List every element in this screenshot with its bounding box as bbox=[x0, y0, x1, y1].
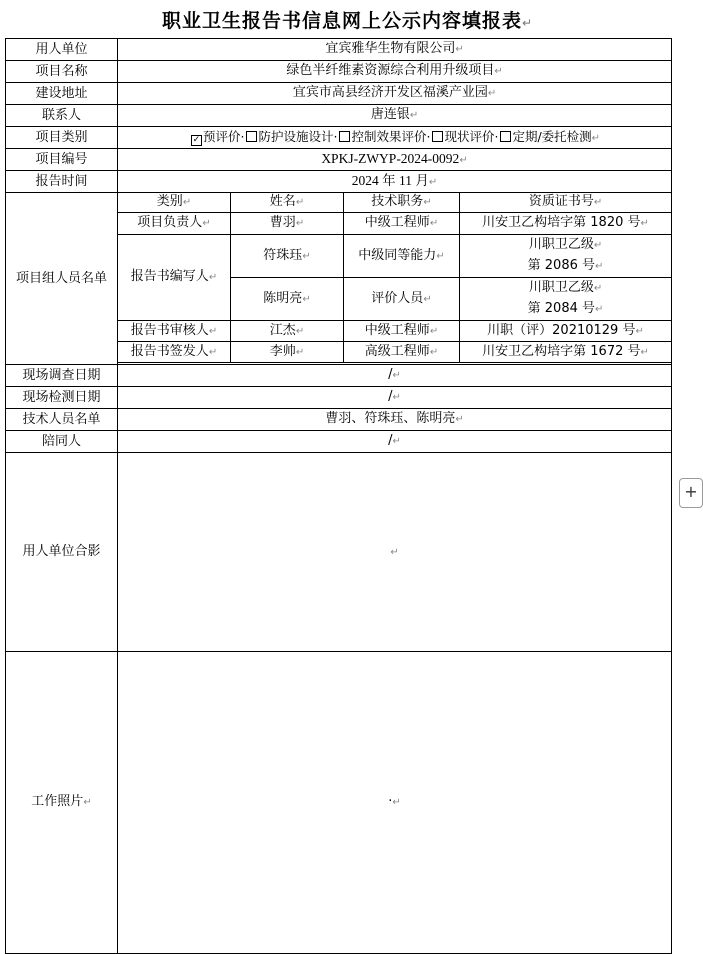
value-project-name[interactable]: 绿色半纤维素资源综合利用升级项目↵ bbox=[118, 61, 672, 83]
row-test-date bbox=[6, 387, 672, 409]
reviewer-title[interactable]: 中级工程师↵ bbox=[344, 321, 460, 342]
label-employer: 用人单位 bbox=[6, 39, 118, 61]
value-project-type: ✓ 预评价· 防护设施设计· 控制效果评价· 现状评价· 定期/委托检测↵ bbox=[118, 127, 672, 149]
checkbox-pre-evaluation[interactable]: ✓ 预评价 bbox=[192, 128, 241, 145]
row-survey-date bbox=[6, 365, 672, 387]
value-test-date[interactable]: /↵ bbox=[118, 387, 672, 409]
label-project-no: 项目编号 bbox=[6, 149, 118, 171]
checkbox-periodic-testing[interactable]: 定期/委托检测 bbox=[498, 129, 591, 144]
label-tech-staff: 技术人员名单 bbox=[6, 409, 118, 431]
reviewer-name[interactable]: 江杰↵ bbox=[231, 321, 344, 342]
label-contact: 联系人 bbox=[6, 105, 118, 127]
value-contact[interactable]: 唐连银↵ bbox=[118, 105, 672, 127]
row-report-time bbox=[6, 171, 672, 193]
work-photo-area[interactable]: ·↵ bbox=[118, 652, 672, 954]
checkbox-protection-design[interactable]: 防护设施设计 bbox=[244, 129, 333, 144]
group-photo-area[interactable]: ↵ bbox=[118, 453, 672, 652]
checked-box-icon: ✓ bbox=[192, 134, 201, 145]
label-test-date: 现场检测日期 bbox=[6, 387, 118, 409]
team-header-row bbox=[6, 193, 672, 213]
empty-box-icon bbox=[500, 131, 511, 142]
row-companion bbox=[6, 431, 672, 453]
row-project-type bbox=[6, 127, 672, 149]
disclosure-form-table bbox=[5, 38, 672, 954]
issuer-category: 报告书签发人↵ bbox=[118, 342, 231, 363]
paragraph-mark: ↵ bbox=[521, 16, 534, 30]
leader-cert[interactable]: 川安卫乙构培字第 1820 号↵ bbox=[460, 213, 672, 235]
writer-1-name[interactable]: 符珠珏↵ bbox=[231, 235, 344, 278]
leader-name[interactable]: 曹羽↵ bbox=[231, 213, 344, 235]
empty-box-icon bbox=[432, 131, 443, 142]
row-contact bbox=[6, 105, 672, 127]
label-group-photo: 用人单位合影 bbox=[6, 453, 118, 652]
label-address: 建设地址 bbox=[6, 83, 118, 105]
reviewer-category: 报告书审核人↵ bbox=[118, 321, 231, 342]
team-header-category: 类别↵ bbox=[118, 193, 231, 213]
writer-1-cert[interactable]: 川职卫乙级↵ 第 2086 号↵ bbox=[460, 235, 672, 278]
value-project-no[interactable]: XPKJ-ZWYP-2024-0092↵ bbox=[118, 149, 672, 171]
team-header-name: 姓名↵ bbox=[231, 193, 344, 213]
writer-2-cert[interactable]: 川职卫乙级↵ 第 2084 号↵ bbox=[460, 278, 672, 321]
writer-1-title[interactable]: 中级同等能力↵ bbox=[344, 235, 460, 278]
issuer-name[interactable]: 李帅↵ bbox=[231, 342, 344, 363]
row-work-photo bbox=[6, 652, 672, 954]
team-header-cert: 资质证书号↵ bbox=[460, 193, 672, 213]
leader-category: 项目负责人↵ bbox=[118, 213, 231, 235]
checkbox-control-effect[interactable]: 控制效果评价 bbox=[337, 129, 426, 144]
row-project-no bbox=[6, 149, 672, 171]
add-button[interactable] bbox=[679, 478, 703, 508]
value-survey-date[interactable]: /↵ bbox=[118, 365, 672, 387]
form-title-text: 职业卫生报告书信息网上公示内容填报表 bbox=[161, 10, 522, 32]
plus-icon: + bbox=[684, 482, 698, 501]
value-employer[interactable]: 宜宾雅华生物有限公司↵ bbox=[118, 39, 672, 61]
row-address bbox=[6, 83, 672, 105]
row-group-photo bbox=[6, 453, 672, 652]
label-survey-date: 现场调查日期 bbox=[6, 365, 118, 387]
writers-category: 报告书编写人↵ bbox=[118, 235, 231, 321]
row-tech-staff bbox=[6, 409, 672, 431]
form-title bbox=[0, 6, 695, 33]
label-project-type: 项目类别 bbox=[6, 127, 118, 149]
empty-box-icon bbox=[246, 131, 257, 142]
value-address[interactable]: 宜宾市高县经济开发区福溪产业园↵ bbox=[118, 83, 672, 105]
value-report-time[interactable]: 2024 年 11 月↵ bbox=[118, 171, 672, 193]
row-project-name bbox=[6, 61, 672, 83]
reviewer-cert[interactable]: 川职（评）20210129 号↵ bbox=[460, 321, 672, 342]
writer-2-title[interactable]: 评价人员↵ bbox=[344, 278, 460, 321]
issuer-cert[interactable]: 川安卫乙构培字第 1672 号↵ bbox=[460, 342, 672, 363]
value-tech-staff[interactable]: 曹羽、符珠珏、陈明亮↵ bbox=[118, 409, 672, 431]
label-team: 项目组人员名单 bbox=[6, 193, 118, 365]
team-header-title: 技术职务↵ bbox=[344, 193, 460, 213]
label-report-time: 报告时间 bbox=[6, 171, 118, 193]
leader-title[interactable]: 中级工程师↵ bbox=[344, 213, 460, 235]
issuer-title[interactable]: 高级工程师↵ bbox=[344, 342, 460, 363]
writer-2-name[interactable]: 陈明亮↵ bbox=[231, 278, 344, 321]
checkbox-status-evaluation[interactable]: 现状评价 bbox=[430, 129, 494, 144]
value-companion[interactable]: /↵ bbox=[118, 431, 672, 453]
label-project-name: 项目名称 bbox=[6, 61, 118, 83]
row-employer bbox=[6, 39, 672, 61]
empty-box-icon bbox=[339, 131, 350, 142]
label-companion: 陪同人 bbox=[6, 431, 118, 453]
label-work-photo: 工作照片↵ bbox=[6, 652, 118, 954]
